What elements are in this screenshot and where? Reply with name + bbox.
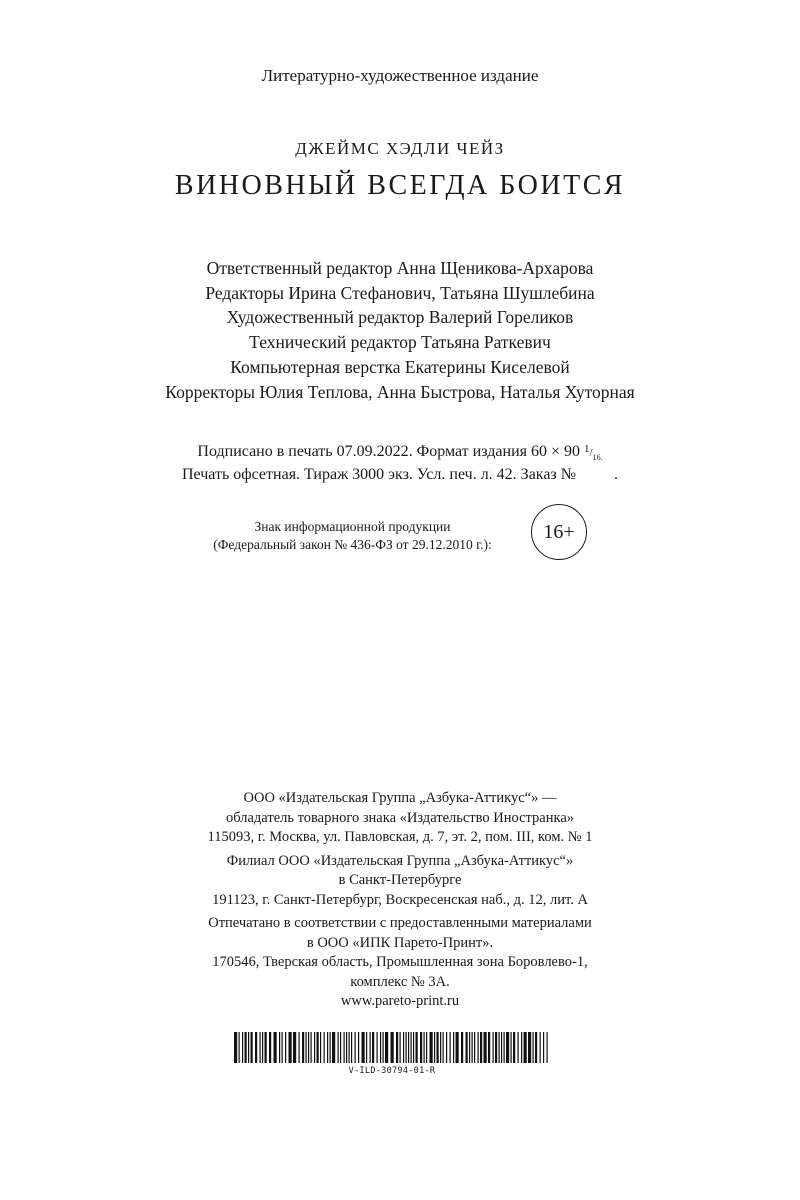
print-info [0, 441, 800, 485]
barcode-bar [317, 1032, 319, 1063]
credit-line: Компьютерная верстка Екатерины Киселевой [230, 356, 570, 377]
credit-line: Ответственный редактор Анна Щеникова-Архарова [206, 258, 594, 278]
age-rating-label-line-2: (Федеральный закон № 436-ФЗ от 29.12.2010 г.): [213, 537, 492, 552]
print-info-line-2 [0, 464, 800, 485]
print-run-text: Печать офсетная. Тираж 3000 экз. Усл. печ. л. 42. Заказ № [181, 466, 577, 483]
barcode-bar [293, 1032, 296, 1063]
barcode-bar [320, 1032, 321, 1063]
barcode-bar [535, 1032, 537, 1063]
barcode-bar [274, 1032, 277, 1063]
barcode-bar [488, 1032, 490, 1063]
barcode-bar [501, 1032, 502, 1063]
barcode-bar [543, 1032, 544, 1063]
barcode-bar [413, 1032, 414, 1063]
barcode-bar [260, 1032, 261, 1063]
barcode-bar [528, 1032, 531, 1063]
barcode-bar [474, 1032, 475, 1063]
barcode-bar [372, 1032, 374, 1063]
barcode-bar [362, 1032, 365, 1063]
barcode-bar [302, 1032, 304, 1063]
fraction-slash: / [589, 447, 593, 459]
book-author: ДЖЕЙМС ХЭДЛИ ЧЕЙЗ [295, 139, 505, 158]
barcode-bar [437, 1032, 439, 1063]
printer-line: комплекс № 3А. [350, 973, 450, 990]
fraction-numerator: 1 [584, 443, 590, 455]
barcode-bar [255, 1032, 257, 1063]
barcode-bar [411, 1032, 412, 1063]
barcode-bar [434, 1032, 435, 1063]
printer-line: Отпечатано в соответствии с предоставленными материалами [208, 915, 592, 931]
barcode-bar [251, 1032, 253, 1063]
barcode-bar [440, 1032, 441, 1063]
fraction-period: . [600, 453, 603, 462]
barcode-bar [416, 1032, 418, 1063]
barcode-bar [370, 1032, 371, 1063]
book-title: ВИНОВНЫЙ ВСЕГДА БОИТСЯ [174, 170, 626, 201]
barcode-bar [506, 1032, 509, 1063]
printer-website: www.pareto-print.ru [340, 993, 460, 1009]
barcode-bar [408, 1032, 409, 1063]
barcode-bar [511, 1032, 512, 1063]
barcode-bar [324, 1032, 325, 1063]
barcode-bar [406, 1032, 407, 1063]
barcode-bar [380, 1032, 381, 1063]
barcode-bar [308, 1032, 309, 1063]
barcode-bar [484, 1032, 487, 1063]
barcode-bar [245, 1032, 247, 1063]
branch-line: 191123, г. Санкт-Петербург, Воскресенская наб., д. 12, лит. А [212, 891, 588, 908]
barcode-bar [330, 1032, 331, 1063]
credit-line: Редакторы Ирина Стефанович, Татьяна Шушлебина [205, 282, 595, 303]
barcode-bar [340, 1032, 341, 1063]
fraction-denominator: 16 [592, 453, 601, 462]
barcode-bar [521, 1032, 522, 1063]
publisher-line: обладатель товарного знака «Издательство Иностранка» [225, 809, 575, 826]
barcode-bar [540, 1032, 541, 1063]
barcode-bar [396, 1032, 398, 1063]
barcode-bar [504, 1032, 505, 1063]
branch-line: в Санкт-Петербурге [338, 872, 462, 888]
barcode-bar [400, 1032, 401, 1063]
barcode-bar [289, 1032, 292, 1063]
barcode-bar [420, 1032, 422, 1063]
barcode-bar [355, 1032, 356, 1063]
barcode-bar [533, 1032, 534, 1063]
printer-line: в ООО «ИПК Парето-Принт». [306, 934, 494, 951]
barcode-bar [234, 1032, 237, 1063]
barcode-bar [349, 1032, 350, 1063]
age-rating-label [180, 518, 525, 554]
age-rating-badge: 16+ [531, 504, 587, 560]
barcode-bar [299, 1032, 300, 1063]
age-rating-label-line-1: Знак информационной продукции [254, 519, 451, 534]
barcode-bar [466, 1032, 468, 1063]
print-run-end: . [614, 466, 619, 483]
barcode-bar [344, 1032, 345, 1063]
barcode-bar [403, 1032, 404, 1063]
barcode-bar [346, 1032, 347, 1063]
publisher-block [0, 789, 800, 848]
barcode-bar [285, 1032, 286, 1063]
barcode-bar [358, 1032, 359, 1063]
branch-line: Филиал ООО «Издательская Группа „Азбука-Аттикус“» [226, 852, 574, 869]
barcode-bar [314, 1032, 315, 1063]
barcode-bar [265, 1032, 267, 1063]
branch-block [0, 852, 800, 911]
barcode-bar [391, 1032, 394, 1063]
printer-block [0, 914, 800, 1012]
barcode-bar [513, 1032, 515, 1063]
print-format-text: Подписано в печать 07.09.2022. Формат издания 60 × 90 [197, 443, 581, 460]
barcode-bar [450, 1032, 451, 1063]
barcode-bars [234, 1032, 550, 1063]
barcode-bar [279, 1032, 280, 1063]
barcode-bar [282, 1032, 283, 1063]
credits-list [0, 256, 800, 404]
barcode-bar [472, 1032, 473, 1063]
credit-line: Технический редактор Татьяна Раткевич [249, 332, 551, 353]
barcode-bar [518, 1032, 519, 1063]
barcode-bar [480, 1032, 482, 1063]
barcode-bar [242, 1032, 243, 1063]
barcode-bar [524, 1032, 527, 1063]
barcode-bar [366, 1032, 367, 1063]
barcode-bar [262, 1032, 263, 1063]
barcode-bar [499, 1032, 500, 1063]
publisher-line: ООО «Издательская Группа „Азбука-Аттикус“» — [243, 790, 557, 806]
barcode-bar [269, 1032, 271, 1063]
credit-line: Корректоры Юлия Теплова, Анна Быстрова, Наталья Хуторная [165, 381, 635, 402]
barcode-code: V-ILD-30794-01-R [348, 1066, 436, 1076]
barcode-bar [453, 1032, 454, 1063]
barcode-bar [424, 1032, 425, 1063]
barcode-bar [446, 1032, 447, 1063]
barcode-bar [493, 1032, 494, 1063]
barcode-bar [385, 1032, 388, 1063]
printer-line: 170546, Тверская область, Промышленная зона Боровлево-1, [212, 954, 588, 970]
barcode-bar [338, 1032, 339, 1063]
barcode-bar [311, 1032, 312, 1063]
barcode-bar [327, 1032, 328, 1063]
format-fraction [584, 443, 603, 462]
publisher-line: 115093, г. Москва, ул. Павловская, д. 7, эт. 2, пом. III, ком. № 1 [207, 829, 593, 845]
credit-line: Художественный редактор Валерий Гореликов [226, 307, 574, 328]
print-info-line-1 [0, 441, 800, 464]
barcode-bar [306, 1032, 307, 1063]
barcode-bar [239, 1032, 240, 1063]
barcode-bar [248, 1032, 249, 1063]
barcode-bar [332, 1032, 335, 1063]
barcode-bar [351, 1032, 352, 1063]
barcode-bar [495, 1032, 497, 1063]
barcode-bar [426, 1032, 427, 1063]
barcode-bar [430, 1032, 433, 1063]
barcode-bar [383, 1032, 384, 1063]
publisher-info [0, 789, 800, 1016]
barcode-bar [469, 1032, 470, 1063]
genre-label: Литературно-художественное издание [261, 66, 539, 85]
barcode [234, 1032, 552, 1076]
barcode-bar [377, 1032, 378, 1063]
barcode-bar [547, 1032, 548, 1063]
barcode-bar [443, 1032, 444, 1063]
barcode-bar [461, 1032, 463, 1063]
barcode-bar [478, 1032, 479, 1063]
barcode-bar [456, 1032, 459, 1063]
